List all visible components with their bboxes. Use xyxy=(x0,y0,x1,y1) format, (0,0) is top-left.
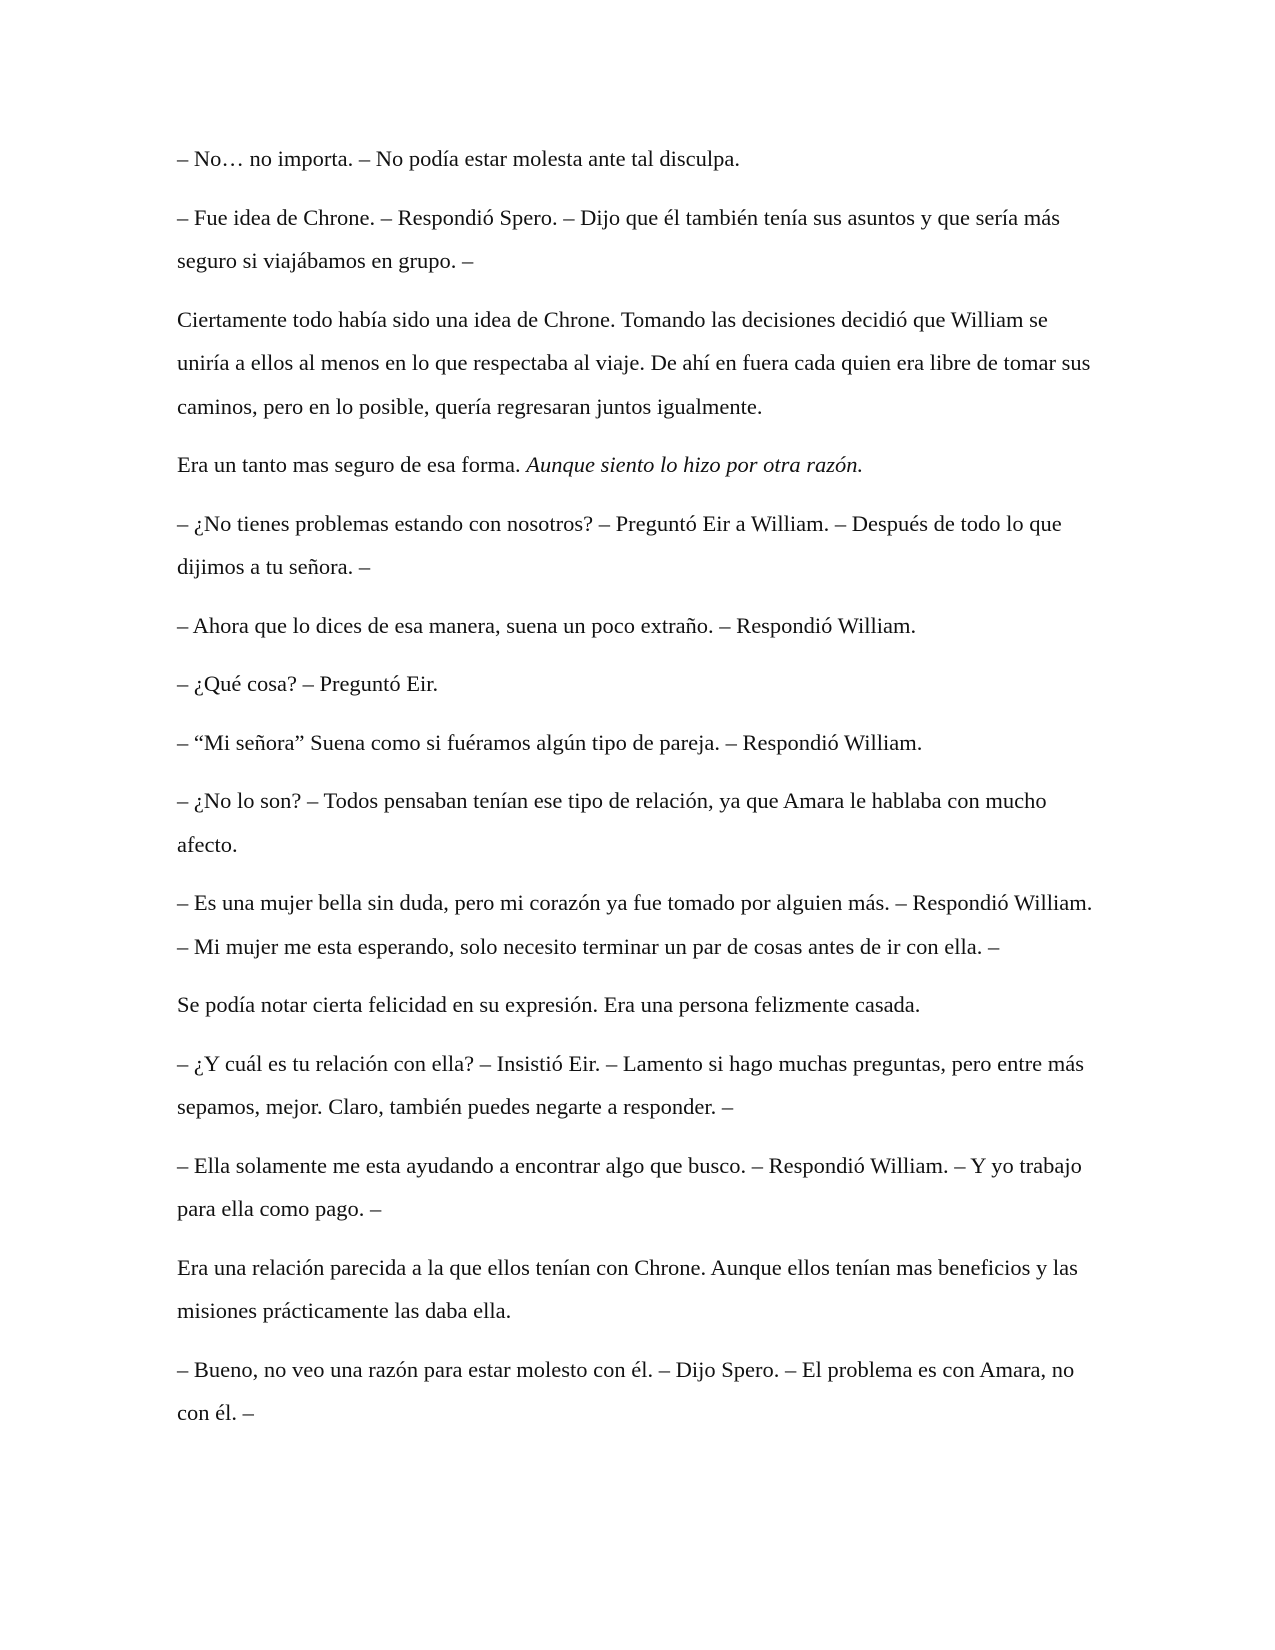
paragraph-text: – Fue idea de Chrone. – Respondió Spero. – Dijo que él también tenía sus asuntos y que sería más seguro si viajábamos en grupo. – xyxy=(177,204,1060,273)
paragraph-text: Se podía notar cierta felicidad en su expresión. Era una persona felizmente casada. xyxy=(177,992,921,1017)
paragraph-text: – ¿Qué cosa? – Preguntó Eir. xyxy=(177,671,439,696)
paragraph xyxy=(177,662,1097,706)
paragraph-text: – Ella solamente me esta ayudando a encontrar algo que busco. – Respondió William. – Y yo trabajo para ella como pago. – xyxy=(177,1152,1082,1221)
paragraph xyxy=(177,443,1097,487)
paragraph-text: Ciertamente todo había sido una idea de Chrone. Tomando las decisiones decidió que William se uniría a ellos al menos en lo que respectaba al viaje. De ahí en fuera cada quien era libre de tomar sus caminos, pero en lo posible, quería regresaran juntos igualmente. xyxy=(177,306,1091,419)
paragraph xyxy=(177,881,1097,968)
document-body xyxy=(177,137,1097,1450)
paragraph xyxy=(177,983,1097,1027)
paragraph-text: – “Mi señora” Suena como si fuéramos algún tipo de pareja. – Respondió William. xyxy=(177,729,923,755)
paragraph-text: Era un tanto mas seguro de esa forma. xyxy=(177,452,527,477)
paragraph-text: – Ahora que lo dices de esa manera, suena un poco extraño. – Respondió William. xyxy=(177,612,917,638)
paragraph xyxy=(177,196,1097,283)
paragraph-text: – No… no importa. – No podía estar molesta ante tal disculpa. xyxy=(177,146,740,171)
paragraph-text: – Es una mujer bella sin duda, pero mi corazón ya fue tomado por alguien más. – Respondió William. – Mi mujer me esta esperando, solo necesito terminar un par de cosas antes de ir con ella. – xyxy=(177,890,1093,959)
paragraph xyxy=(177,779,1097,866)
paragraph-text: – ¿Y cuál es tu relación con ella? – Insistió Eir. – Lamento si hago muchas preguntas, pero entre más sepamos, mejor. Claro, también puedes negarte a responder. – xyxy=(177,1050,1085,1119)
paragraph xyxy=(177,1348,1097,1435)
paragraph xyxy=(177,721,1097,765)
paragraph xyxy=(177,137,1097,181)
paragraph-italic-text: Aunque siento lo hizo por otra razón. xyxy=(526,452,864,477)
paragraph-text: Era una relación parecida a la que ellos tenían con Chrone. Aunque ellos tenían mas beneficios y las misiones prácticamente las daba ella. xyxy=(177,1254,1078,1323)
paragraph xyxy=(177,1042,1097,1129)
paragraph xyxy=(177,604,1097,648)
paragraph-text: – ¿No lo son? – Todos pensaban tenían ese tipo de relación, ya que Amara le hablaba con mucho afecto. xyxy=(177,788,1047,857)
paragraph-text: – Bueno, no veo una razón para estar molesto con él. – Dijo Spero. – El problema es con Amara, no con él. – xyxy=(177,1356,1075,1425)
paragraph xyxy=(177,298,1097,429)
paragraph xyxy=(177,1144,1097,1231)
paragraph-text: – ¿No tienes problemas estando con nosotros? – Preguntó Eir a William. – Después de todo lo que dijimos a tu señora. – xyxy=(177,510,1062,579)
paragraph xyxy=(177,1246,1097,1333)
paragraph xyxy=(177,502,1097,589)
